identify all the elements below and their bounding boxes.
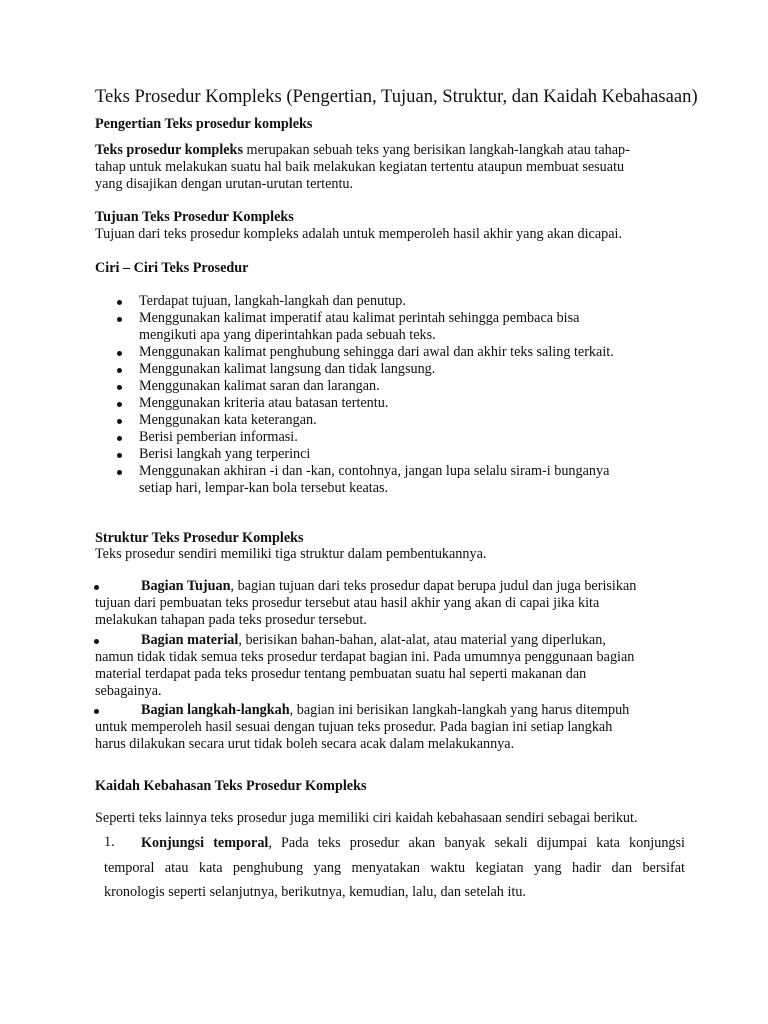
ciri-item-4: Menggunakan kalimat langsung dan tidak langsung. xyxy=(139,361,436,377)
ciri-item-10-line-1: Menggunakan akhiran -i dan -kan, contohnya, jangan lupa selalu siram-i bunganya xyxy=(139,463,610,479)
bullet-icon xyxy=(94,585,99,590)
struktur-item-1-line-3: melakukan tahapan pada teks prosedur tersebut. xyxy=(95,612,367,628)
bullet-icon xyxy=(117,368,122,373)
ciri-item-6: Menggunakan kriteria atau batasan tertentu. xyxy=(139,395,389,411)
tujuan-text: Tujuan dari teks prosedur kompleks adalah untuk memperoleh hasil akhir yang akan dicapai. xyxy=(95,226,623,242)
kaidah-heading xyxy=(95,778,366,795)
kaidah-item-1-line-3: kronologis seperti selanjutnya, berikutnya, kemudian, lalu, dan setelah itu. xyxy=(104,884,526,900)
kaidah-item-1-term: Konjungsi temporal xyxy=(141,835,269,851)
struktur-item-3-line-3: harus dilakukan secara urut tidak boleh secara acak dalam melakukannya. xyxy=(95,736,515,752)
kaidah-item-1-number: 1. xyxy=(104,834,115,850)
struktur-item-3-first: , bagian ini berisikan langkah-langkah yang harus ditempuh xyxy=(289,702,630,718)
tujuan-heading xyxy=(95,209,294,226)
pengertian-line-1 xyxy=(95,142,630,159)
ciri-item-8: Berisi pemberian informasi. xyxy=(139,429,298,445)
ciri-item-9: Berisi langkah yang terperinci xyxy=(139,446,311,462)
pengertian-heading xyxy=(95,116,312,133)
kaidah-item-1-first: , Pada teks prosedur akan banyak sekali dijumpai kata konjungsi xyxy=(268,835,685,851)
ciri-heading xyxy=(95,260,248,277)
struktur-item-3-term: Bagian langkah-langkah xyxy=(141,702,290,718)
pengertian-line-3: yang disajikan dengan urutan-urutan tertentu. xyxy=(95,176,354,192)
struktur-item-3-line-2: untuk memperoleh hasil sesuai dengan tujuan teks prosedur. Pada bagian ini setiap langkah xyxy=(95,719,613,735)
bullet-icon xyxy=(117,419,122,424)
bullet-icon xyxy=(117,436,122,441)
ciri-heading-text: Ciri – Ciri Teks Prosedur xyxy=(95,260,249,276)
bullet-icon xyxy=(117,470,122,475)
struktur-item-2-first: , berisikan bahan-bahan, alat-alat, atau material yang diperlukan, xyxy=(238,632,606,648)
bullet-icon xyxy=(117,300,122,305)
struktur-heading-text: Struktur Teks Prosedur Kompleks xyxy=(95,530,304,546)
struktur-item-1-first: , bagian tujuan dari teks prosedur dapat berupa judul dan juga berisikan xyxy=(230,578,637,594)
struktur-item-1-term: Bagian Tujuan xyxy=(141,578,231,594)
kaidah-intro: Seperti teks lainnya teks prosedur juga memiliki ciri kaidah kebahasaan sendiri sebagai berikut. xyxy=(95,810,638,826)
ciri-item-1: Terdapat tujuan, langkah-langkah dan penutup. xyxy=(139,293,406,309)
ciri-item-5: Menggunakan kalimat saran dan larangan. xyxy=(139,378,380,394)
bullet-icon xyxy=(117,351,122,356)
ciri-item-2-line-1: Menggunakan kalimat imperatif atau kalimat perintah sehingga pembaca bisa xyxy=(139,310,580,326)
tujuan-heading-text: Tujuan Teks Prosedur Kompleks xyxy=(95,209,294,225)
struktur-item-2-line-1 xyxy=(141,632,606,649)
ciri-item-7: Menggunakan kata keterangan. xyxy=(139,412,317,428)
document-title: Teks Prosedur Kompleks (Pengertian, Tujuan, Struktur, dan Kaidah Kebahasaan) xyxy=(95,86,698,107)
pengertian-line-2: tahap untuk melakukan suatu hal baik melakukan kegiatan tertentu ataupun membuat sesuatu xyxy=(95,159,625,175)
ciri-item-2-line-2: mengikuti apa yang diperintahkan pada sebuah teks. xyxy=(139,327,436,343)
struktur-item-2-term: Bagian material xyxy=(141,632,239,648)
struktur-item-1-line-2: tujuan dari pembuatan teks prosedur tersebut atau hasil akhir yang akan di capai jika kita xyxy=(95,595,600,611)
bullet-icon xyxy=(94,639,99,644)
pengertian-text-1: merupakan sebuah teks yang berisikan langkah-langkah atau tahap- xyxy=(242,142,630,158)
bullet-icon xyxy=(117,317,122,322)
struktur-intro: Teks prosedur sendiri memiliki tiga struktur dalam pembentukannya. xyxy=(95,546,487,562)
bullet-icon xyxy=(94,709,99,714)
kaidah-item-1-line-2: temporal atau kata penghubung yang menyatakan waktu kegiatan yang hadir dan bersifat xyxy=(104,860,685,876)
ciri-item-10-line-2: setiap hari, lempar-kan bola tersebut keatas. xyxy=(139,480,389,496)
bullet-icon xyxy=(117,453,122,458)
struktur-item-2-line-4: sebagainya. xyxy=(95,683,162,699)
pengertian-term: Teks prosedur kompleks xyxy=(95,142,243,158)
bullet-icon xyxy=(117,385,122,390)
struktur-heading xyxy=(95,530,304,547)
kaidah-heading-text: Kaidah Kebahasan Teks Prosedur Kompleks xyxy=(95,778,367,794)
struktur-item-1-line-1 xyxy=(141,578,636,595)
struktur-item-3-line-1 xyxy=(141,702,629,719)
struktur-item-2-line-3: material terdapat pada teks prosedur tentang pembuatan suatu hal seperti makanan dan xyxy=(95,666,587,682)
bullet-icon xyxy=(117,402,122,407)
pengertian-heading-text: Pengertian Teks prosedur kompleks xyxy=(95,116,313,132)
ciri-item-3: Menggunakan kalimat penghubung sehingga dari awal dan akhir teks saling terkait. xyxy=(139,344,614,360)
kaidah-item-1-line-1 xyxy=(141,834,685,852)
struktur-item-2-line-2: namun tidak tidak semua teks prosedur terdapat bagian ini. Pada umumnya penggunaan bagian xyxy=(95,649,635,665)
